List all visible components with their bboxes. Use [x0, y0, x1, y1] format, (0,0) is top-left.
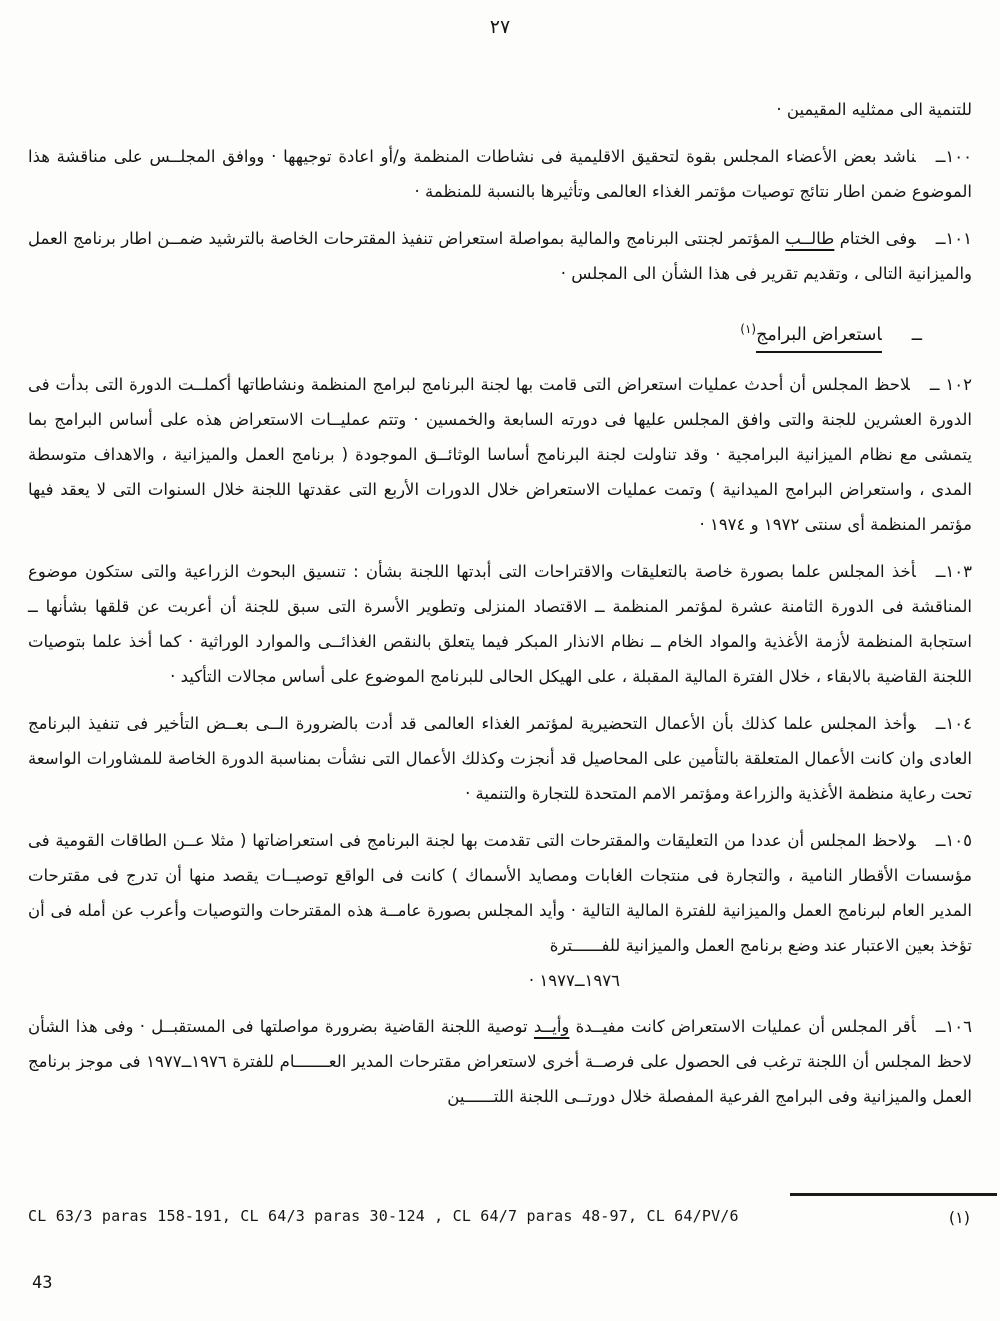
paragraph-104 — [28, 706, 972, 811]
paragraph-text-pre: وفى الختام — [834, 229, 916, 248]
footnote-references: CL 63/3 paras 158-191, CL 64/3 paras 30-124 , CL 64/7 paras 48-97, CL 64/PV/6 — [28, 1207, 739, 1225]
footnote — [28, 1207, 970, 1227]
paragraph-text: لاحظ المجلس أن أحدث عمليات استعراض التى قامت بها لجنة البرنامج لبرامج المنظمة ونشاطاتها أكملــت الدورة التى بدأت فى الدورة العشرين للجنة والتى وافق المجلس عليها فى دورته السابعة والخمسين · وتتم عمليــات الاستعراض هذه على أساس البرامج بما يتمشى مع نظام الميزانية البرامجية · وقد تناولت لجنة البرنامج أساسا الوثائــق الموجودة ( برنامج العمل والميزانية ، والاهداف متوسطة المدى ، واستعراض البرامج الميدانية ) وتمت عمليات الاستعراض خلال الدورات الأربع التى عقدتها اللجنة خلال السنوات التى لا يعقد فيها مؤتمر المنظمة أى سنتى ١٩٧٢ و ١٩٧٤ · — [28, 374, 972, 534]
intro-continuation-line: للتنمية الى ممثليه المقيمين · — [776, 100, 972, 119]
paragraph-number: ١٠٢ ــ — [929, 374, 972, 394]
paragraph-number: ١٠٥ــ — [935, 830, 972, 850]
heading-dash: ــ — [911, 324, 922, 345]
top-page-number: ٢٧ — [489, 16, 511, 38]
paragraph-text: ولاحظ المجلس أن عددا من التعليقات والمقترحات التى تقدمت بها لجنة البرنامج فى استعراضاتها ( مثلا عــن الطاقات القومية فى مؤسسات الأقطار النامية ، والتجارة فى منتجات الغابات ومصايد الأسماك ) كانت فى الواقع توصيــات يقصد منها أن تدرج فى مقترحات المدير العام لبرنامج العمل والميزانية للفترة المالية التالية · وأيد المجلس بصورة عامــة هذه المقترحات والتوصيات وأعرب عن أمله فى أن تؤخذ بعين الاعتبار عند وضع برنامج العمل والميزانية للفــــــترة — [28, 830, 972, 955]
heading-footnote-ref: (١) — [740, 322, 757, 336]
paragraph-101 — [28, 221, 972, 291]
paragraph-text: أخذ المجلس علما بصورة خاصة بالتعليقات والاقتراحات التى أبدتها اللجنة بشأن : تنسيق البحوث الزراعية والتى ستكون موضوع المناقشة فى الدورة الثامنة عشرة لمؤتمر المنظمة ــ الاقتصاد المنزلى وتطوير الأسرة التى سبق للجنة أن أعربت عن قلقها بشأنها ــ استجابة المنظمة لأزمة الأغذية والمواد الخام ــ نظام الانذار المبكر فيما يتعلق بالنقص الغذائــى والموارد الوراثية · كما أخذ علما بتوصيات اللجنة القاضية بالابقاء ، خلال الفترة المالية المقبلة ، على الهيكل الحالى للبرنامج الموضوع على أساس مجالات التأكيد · — [28, 561, 972, 686]
underlined-word: طالــب — [785, 229, 835, 248]
bottom-page-number: 43 — [32, 1273, 53, 1293]
footnote-divider-rule — [790, 1193, 997, 1196]
heading-title: استعراض البرامج — [756, 325, 882, 353]
paragraph-number: ١٠١ــ — [935, 229, 973, 248]
footnote-ref-number: (١) — [948, 1208, 970, 1227]
paragraph-text-post: المؤتمر لجنتى البرنامج والمالية بمواصلة استعراض تنفيذ المقترحات الخاصة بالترشيد ضمــن اطار برنامج العمل والميزانية التالى ، وتقديم تقرير فى هذا الشأن الى المجلس · — [28, 229, 972, 283]
paragraph-100 — [28, 139, 972, 209]
paragraph-number: ١٠٤ــ — [935, 713, 972, 733]
paragraph-text: ناشد بعض الأعضاء المجلس بقوة لتحقيق الاقليمية فى نشاطات المنظمة و/أو اعادة توجيهها · ووافق المجلــس على مناقشة هذا الموضوع ضمن اطار نتائج توصيات مؤتمر الغذاء العالمى وتأثيرها بالنسبة للمنظمة · — [28, 147, 972, 201]
paragraph-103 — [28, 554, 972, 694]
underlined-word: وأيــد — [533, 1016, 570, 1036]
page-content — [0, 92, 1000, 1114]
paragraph-105 — [28, 823, 972, 963]
paragraph-102 — [28, 367, 972, 542]
paragraph-number: ١٠٦ــ — [935, 1016, 972, 1036]
paragraph-number: ١٠٠ــ — [935, 147, 972, 166]
paragraph-105-dates-line: ١٩٧٦ــ١٩٧٧ · — [528, 970, 620, 990]
paragraph-text-pre: أقر المجلس أن عمليات الاستعراض كانت مفيــدة — [569, 1016, 916, 1036]
paragraph-text: وأخذ المجلس علما كذلك بأن الأعمال التحضيرية لمؤتمر الغذاء العالمى قد أدت بالضرورة الــى بعــض التأخير فى تنفيذ البرنامج العادى وان كانت الأعمال المتعلقة بالتأمين على المحاصيل قد أنجزت وكذلك الأعمال التى نشأت بمناسبة الدورة الخاصة للمشاورات الواسعة تحت رعاية منظمة الأغذية والزراعة ومؤتمر الامم المتحدة للتجارة والتنمية · — [28, 713, 972, 803]
paragraph-number: ١٠٣ــ — [935, 561, 972, 581]
section-heading — [28, 309, 972, 355]
paragraph-text-post: توصية اللجنة القاضية بضرورة مواصلتها فى المستقبــل · وفى هذا الشأن لاحظ المجلس أن اللجنة ترغب فى الحصول على فرصــة أخرى لاستعراض مقترحات المدير العـــــــام للفترة ١٩٧٦ــ١٩٧٧ فى موجز برنامج العمل والميزانية وفى البرامج الفرعية المفصلة خلال دورتــى اللجنة اللتــــــين — [28, 1016, 972, 1106]
paragraph-106 — [28, 1009, 972, 1114]
